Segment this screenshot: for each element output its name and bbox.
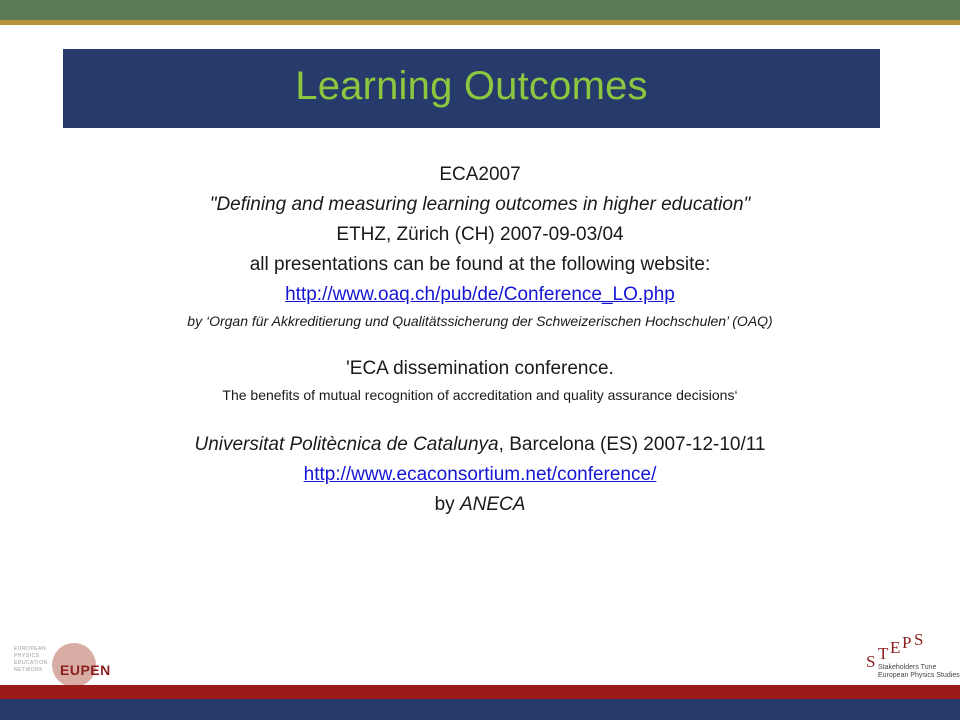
conf1-by: by ‘Organ für Akkreditierung und Qualitätssicherung der Schweizerischen Hochschulen’ (OAQ): [187, 313, 773, 329]
page-title: Learning Outcomes: [295, 64, 648, 108]
footer-red-bar: [0, 685, 960, 699]
steps-letter-s2: S: [914, 630, 924, 649]
conf2-by: [40, 490, 920, 520]
conf2-name: 'ECA dissemination conference.: [346, 358, 614, 379]
steps-letter-e: E: [890, 638, 901, 657]
conf1-name: ECA2007: [439, 164, 521, 185]
conf1-place-date: ETHZ, Zürich (CH) 2007-09-03/04: [336, 224, 624, 245]
steps-letter-p: P: [902, 633, 912, 652]
eupen-logo: [14, 640, 111, 685]
conf1-link[interactable]: http://www.oaq.ch/pub/de/Conference_LO.php: [285, 284, 675, 305]
conf1-subtitle: "Defining and measuring learning outcomes in higher education": [209, 194, 751, 215]
conf2-by-name: ANECA: [459, 494, 526, 515]
conf2-university: Universitat Politècnica de Catalunya: [194, 434, 499, 455]
conf2-subtitle: The benefits of mutual recognition of accreditation and quality assurance decisions‘: [222, 387, 738, 403]
steps-logo: [862, 630, 960, 685]
conf2-by-prefix: by: [434, 494, 460, 515]
conf2-link[interactable]: http://www.ecaconsortium.net/conference/: [303, 464, 657, 485]
eupen-logo-word: EUPEN: [60, 662, 111, 678]
steps-logo-subtitle: Stakeholders Tune European Physics Studies: [878, 664, 960, 679]
footer-blue-bar: [0, 699, 960, 720]
steps-letter-t: T: [878, 644, 889, 663]
top-bar: [0, 0, 960, 20]
conf1-note: all presentations can be found at the following website:: [249, 254, 711, 275]
slide-content: [40, 160, 920, 520]
title-banner: [63, 49, 880, 128]
conf2-location: [40, 430, 920, 460]
top-stripe: [0, 20, 960, 25]
conf2-place-date: , Barcelona (ES) 2007-12-10/11: [498, 434, 766, 455]
steps-letter-s1: S: [866, 652, 876, 671]
eupen-logo-text: EUROPEAN PHYSICS EDUCATION NETWORK: [14, 646, 48, 673]
